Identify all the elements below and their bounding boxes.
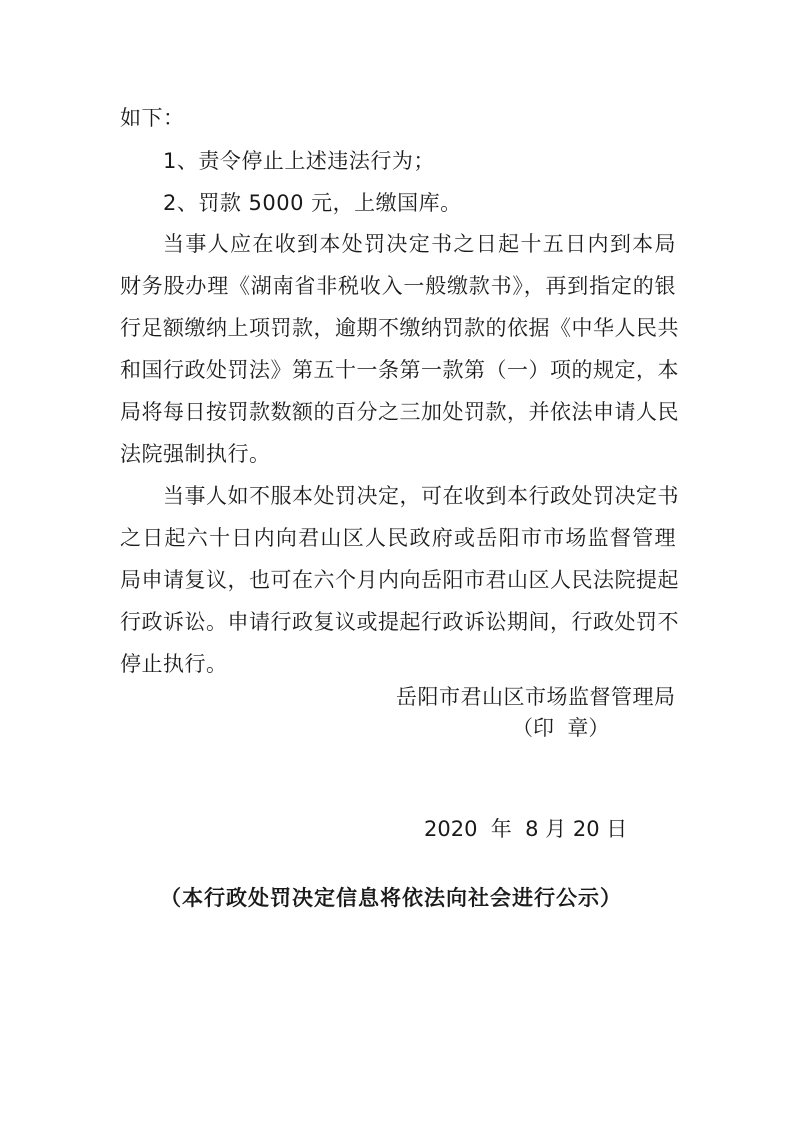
appeal-paragraph-line-2: 之日起六十日内向君山区人民政府或岳阳市市场监督管理 bbox=[120, 526, 676, 550]
payment-paragraph-line-2: 财务股办理《湖南省非税收入一般缴款书》，再到指定的银 bbox=[120, 274, 676, 298]
payment-paragraph-line-1: 当事人应在收到本处罚决定书之日起十五日内到本局 bbox=[163, 232, 676, 256]
appeal-paragraph-line-5: 停止执行。 bbox=[120, 652, 228, 676]
appeal-paragraph-line-3: 局申请复议，也可在六个月内向岳阳市君山区人民法院提起 bbox=[120, 568, 679, 592]
payment-paragraph-line-3: 行足额缴纳上项罚款，逾期不缴纳罚款的依据《中华人民共 bbox=[120, 316, 679, 340]
issuer-name: 岳阳市君山区市场监督管理局 bbox=[396, 685, 676, 709]
document-date: 2020 年 8 月 20 日 bbox=[424, 817, 628, 841]
payment-paragraph-line-6: 法院强制执行。 bbox=[120, 442, 271, 466]
intro-text: 如下： bbox=[120, 106, 185, 130]
appeal-paragraph-line-4: 行政诉讼。申请行政复议或提起行政诉讼期间，行政处罚不 bbox=[120, 610, 679, 634]
penalty-item-2: 2、罚款 5000 元，上缴国库。 bbox=[163, 191, 462, 215]
payment-paragraph-line-4: 和国行政处罚法》第五十一条第一款第（一）项的规定，本 bbox=[120, 358, 679, 382]
penalty-item-1: 1、责令停止上述违法行为； bbox=[163, 149, 435, 173]
seal-label: （印 章） bbox=[512, 716, 610, 740]
public-notice: （本行政处罚决定信息将依法向社会进行公示） bbox=[160, 886, 622, 910]
payment-paragraph-line-5: 局将每日按罚款数额的百分之三加处罚款，并依法申请人民 bbox=[120, 400, 679, 424]
appeal-paragraph-line-1: 当事人如不服本处罚决定，可在收到本行政处罚决定书 bbox=[163, 484, 679, 508]
